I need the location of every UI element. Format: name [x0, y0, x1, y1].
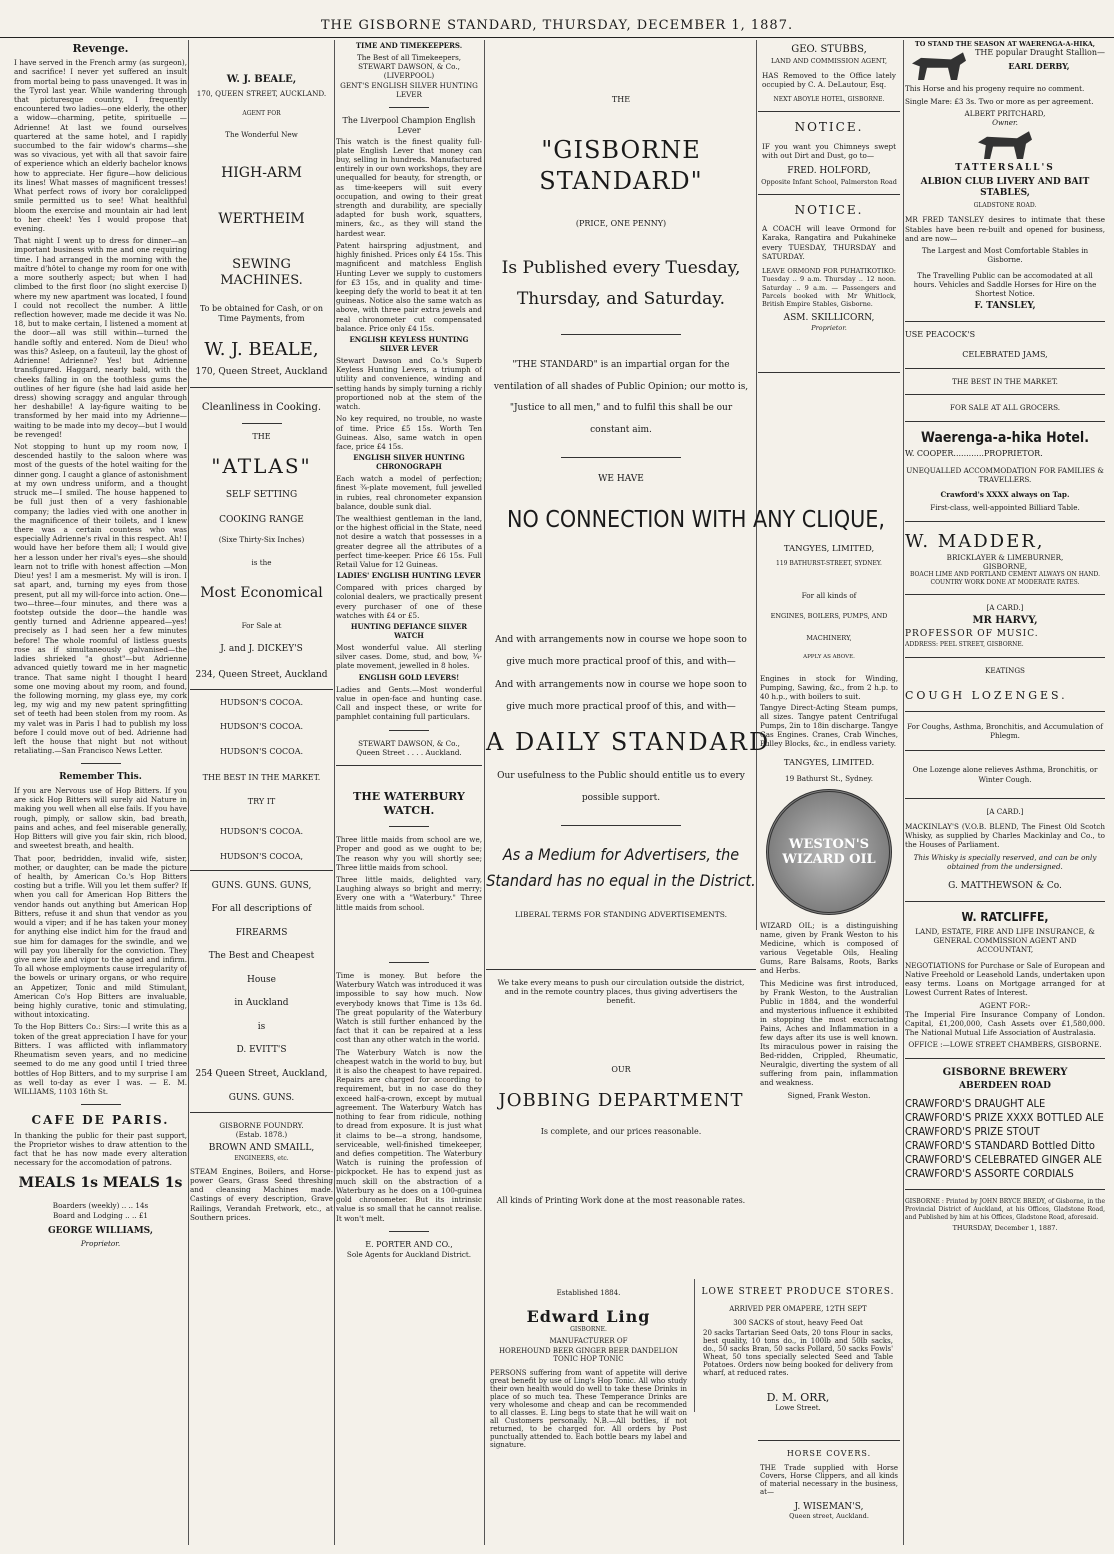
albert: ALBERT PRITCHARD,	[964, 108, 1046, 118]
cocoa-2: HUDSON'S COCOA.	[219, 722, 304, 732]
hotel-title: Waerenga-a-hika Hotel.	[920, 429, 1090, 446]
fred-holford: FRED. HOLFORD,	[787, 166, 871, 177]
lowe-street: Lowe Street.	[775, 1404, 821, 1412]
coach-times: LEAVE ORMOND FOR PUHATIKOTIKO: Tuesday .. 9 a.m. Thursday .. 12 noon. Saturday .. 9 a.m. — Passengers and Parcels booked with Mr Whitlock, British Empire Stables, Gisborne.	[762, 267, 896, 309]
cleanliness: Cleanliness in Cooking.	[201, 401, 322, 413]
agent-for: AGENT FOR	[242, 110, 281, 118]
madder-name: W. MADDER,	[905, 530, 1045, 552]
orr-name: D. M. ORR,	[766, 1391, 830, 1404]
ling-block	[486, 1285, 691, 1455]
column-rule	[188, 40, 189, 1545]
standard-title: "GISBORNE STANDARD"	[539, 136, 703, 195]
column-2	[190, 40, 333, 1545]
column-rule	[334, 40, 335, 1545]
jobbing-dept: JOBBING DEPARTMENT	[498, 1089, 744, 1111]
tangyes-list: Tangye Direct-Acting Steam pumps, all sizes. Tangye patent Centrifugal Pumps, 2in to 18in discharge. Tangye Gas Engines. Cranes, Crab Winches, Pulley Blocks, &c., in endless variety.	[760, 703, 898, 748]
queen-street: Queen Street . . . . Auckland.	[356, 747, 462, 757]
divider	[190, 1112, 333, 1113]
column-6	[905, 40, 1105, 1545]
board-lodging: Board and Lodging .. .. £1	[53, 1210, 148, 1220]
crawford-2: CRAWFORD'S PRIZE XXXX BOTTLED ALE	[905, 1110, 1104, 1124]
standard-price: (PRICE, ONE PENNY)	[575, 218, 667, 228]
firearms: FIREARMS	[235, 927, 288, 938]
chrono-cont: The wealthiest gentleman in the land, or the highest official in the State, need not desire a watch that possesses in a greater degree all the attributes of a perfect time-keeper. Price £6 15s. Full Retail Value for 12 Guineas.	[336, 513, 482, 570]
ratcliffe-name: W. RATCLIFFE,	[961, 909, 1049, 924]
engines-stock: Engines in stock for Winding, Pumping, Sawing, &c., from 2 h.p. to 40 h.p., with boilers to suit.	[760, 674, 898, 701]
cafe-title: CAFE DE PARIS.	[31, 1113, 170, 1128]
usefulness: Our usefulness to the Public should entitle us to every possible support.	[497, 771, 745, 803]
jobbing-kinds: All kinds of Printing Work done at the most reasonable rates.	[496, 1195, 746, 1205]
horse-image-2	[975, 131, 1035, 159]
gladstone-road: GLADSTONE ROAD.	[973, 201, 1037, 209]
wonderful-new: The Wonderful New	[225, 129, 298, 139]
beale-address: 170, QUEEN STREET, AUCKLAND.	[196, 88, 327, 98]
albert-owner: Owner.	[992, 117, 1018, 127]
revenge-title: Revenge.	[72, 42, 129, 55]
ladies-title: LADIES' ENGLISH HUNTING LEVER	[337, 571, 481, 581]
champion-lever: The Liverpool Champion English Lever	[342, 116, 476, 136]
divider	[190, 870, 333, 871]
whisky-text: MACKINLAY'S (V.O.B. BLEND, The Finest Old Scotch Whisky, as supplied by Charles Mackinlay and Co., to the Houses of Parliament.	[905, 822, 1105, 850]
cough-lozenges: COUGH LOZENGES.	[905, 688, 1068, 702]
chimney-text: IF you want you Chimneys swept with out Dirt and Dust, go to—	[762, 141, 896, 160]
we-have: WE HAVE	[598, 474, 644, 485]
high-arm: HIGH-ARM	[221, 164, 302, 181]
stewart-dawson-2: STEWART DAWSON, & Co.,	[358, 738, 460, 748]
self-setting: SELF SETTING	[225, 489, 298, 500]
crawford-5: CRAWFORD'S CELEBRATED GINGER ALE	[905, 1153, 1102, 1167]
keyless-title: ENGLISH KEYLESS HUNTING SILVER LEVER	[349, 335, 469, 354]
crawford-3: CRAWFORD'S PRIZE STOUT	[905, 1125, 1040, 1139]
try-it: TRY IT	[247, 797, 276, 807]
stand-season: TO STAND THE SEASON AT WAERENGA-A-HIKA,	[914, 40, 1096, 48]
foundry-estab: (Estab. 1878.)	[235, 1130, 288, 1140]
lowe-arrived: ARRIVED PER OMAPERE, 12TH SEPT	[729, 1305, 867, 1313]
lowe-list: 20 sacks Tartarian Seed Oats, 20 tons Flour in sacks, best quality, 10 tons do., in 100lb and 50lb sacks, do., 50 sacks Bran, 50 sacks Pollard, 50 sacks Fowls' Wheat, 50 tons specially selected Seed and Table Potatoes. Orders now being booked for delivery from wharf, at reduced rates.	[703, 1329, 893, 1377]
cafe-proprietor: GEORGE WILLIAMS,	[48, 1225, 153, 1236]
divider	[561, 825, 681, 826]
brown-smaill: BROWN AND SMAILL,	[208, 1143, 315, 1154]
most-economical: Most Economical	[200, 585, 323, 602]
engineers: ENGINEERS, etc.	[234, 1154, 289, 1162]
standard-organ: "THE STANDARD" is an impartial organ for the ventilation of all shades of Public Opinion; our motto is, "Justice to all men," and to fulfil this shall be our constant aim.	[493, 360, 749, 435]
divider	[905, 657, 1105, 658]
divider	[81, 1104, 121, 1105]
ling-manuf: MANUFACTURER OF	[549, 1337, 628, 1345]
cocoa-4: HUDSON'S COCOA.	[219, 827, 304, 837]
madder-gisborne: GISBORNE,	[982, 561, 1028, 571]
liberal-terms: LIBERAL TERMS FOR STANDING ADVERTISEMENTS.	[515, 909, 727, 919]
atlas-title: "ATLAS"	[211, 454, 312, 479]
daily-section	[486, 675, 771, 1205]
best-market-jams: THE BEST IN THE MARKET.	[952, 377, 1058, 387]
evitt-name: D. EVITT'S	[236, 1045, 287, 1056]
beale-name: W. J. BEALE,	[226, 74, 297, 85]
whisky-note: This Whisky is specially reserved, and can be only obtained from the undersigned.	[913, 852, 1097, 871]
foundry: GISBORNE FOUNDRY.	[219, 1121, 304, 1131]
divider	[758, 1440, 900, 1441]
wiseman-address: Queen street, Auckland.	[789, 1512, 869, 1520]
card-2: [A CARD.]	[986, 806, 1024, 816]
no-clique: NO CONNECTION WITH ANY CLIQUE,	[507, 506, 885, 533]
column-rule	[903, 40, 904, 1545]
ling-est: Established 1884.	[556, 1289, 621, 1297]
beale-address-2: 170, Queen Street, Auckland	[195, 367, 328, 378]
our: OUR	[611, 1064, 631, 1074]
dickey-name: J. and J. DICKEY'S	[220, 644, 303, 655]
lowe-block	[694, 1279, 901, 1412]
skillicorn-prop: Proprietor.	[811, 324, 847, 333]
jobbing-complete: Is complete, and our prices reasonable.	[540, 1126, 702, 1136]
notice-1: NOTICE.	[794, 120, 864, 135]
brewery-title: GISBORNE BREWERY	[942, 1066, 1068, 1078]
divider	[389, 1231, 429, 1232]
keatings: KEATINGS	[984, 665, 1025, 675]
earl-derby: EARL DERBY,	[1008, 60, 1070, 71]
divider	[389, 962, 429, 963]
divider	[190, 387, 333, 388]
circulation: We take every means to push our circulation outside the district, and in the remote country places, thus giving advertisers the benefit.	[497, 977, 745, 1005]
horse-covers-block	[758, 1432, 900, 1520]
revenge-story-cont: That night I went up to dress for dinner—an important business with me and one requiring time. I had arranged in the morning with the maître d'hôtel to change my room for one with a more southerly aspect; but when I had climbed to the first floor (no slight exercise I) where my new apartment was located, I found I could not recollect the number. A little reflection however, made me decide it was No. 18, but to make certain, I listened a moment at the door—all was still within—turned the handle softly and entered. Nom de Dieu! who was this? Asleep, on a fauteuil, lay the ghost of Adrienne! Adrienne? Yes! but Adrienne transfigured. Haggard, nearly bald, with the cheeks falling in on the toothless gums the outlines of her figure (she had laid aside her dress) showing scraggy and angular through her deshabille! A lay-figure waiting to be transformed by her maid into my Adrienne—waiting to be made into my decoy—but I would be revenged!	[14, 236, 187, 439]
ling-gisborne: GISBORNE.	[570, 1326, 607, 1333]
board-weekly: Boarders (weekly) .. .. 14s	[52, 1201, 149, 1211]
waterbury-title: THE WATERBURY WATCH.	[353, 789, 465, 818]
divider	[905, 1058, 1105, 1059]
largest-stables: The Largest and Most Comfortable Stables in Gisborne.	[921, 246, 1089, 265]
matthewson: G. MATTHEWSON & Co.	[948, 881, 1062, 892]
divider	[758, 194, 900, 195]
masthead: THE GISBORNE STANDARD, THURSDAY, DECEMBER 1, 1887.	[0, 18, 1114, 38]
defiance-title: HUNTING DEFIANCE SILVER WATCH	[350, 622, 468, 641]
waterbury-poem-2: Three little maids, delighted vary, Laughing always so bright and merry; Every one with a "Waterbury." Three little maids from school.	[336, 874, 482, 912]
guns-for-all: For all descriptions of	[211, 904, 312, 915]
wizard-text: WIZARD OIL; is a distinguishing name, given by Frank Weston to his Medicine, which is composed of various Vegetable Oils, Healing Gums, Rare Balsams, Roots, Barks and Herbs.	[760, 921, 898, 975]
range-size: (Sixe Thirty-Six Inches)	[218, 534, 305, 544]
divider	[905, 394, 1105, 395]
gold-levers: ENGLISH GOLD LEVERS!	[358, 672, 460, 682]
wiseman: J. WISEMAN'S,	[794, 1502, 864, 1512]
guns-2: GUNS. GUNS.	[228, 1092, 295, 1103]
column-1	[14, 40, 187, 1545]
harvy-name: MR HARVY,	[972, 614, 1038, 626]
cafe-proprietor-sub: Proprietor.	[80, 1239, 121, 1249]
use-peacocks: USE PEACOCK'S	[905, 329, 976, 339]
stubbs-block	[757, 40, 900, 381]
sewing-machines: SEWING MACHINES.	[220, 256, 303, 289]
tansley-text: MR FRED TANSLEY desires to intimate that these Stables have been re-built and opened for business, and are now—	[905, 215, 1105, 243]
divider	[336, 765, 482, 766]
imprint: GISBORNE : Printed by JOHN BRYCE BREDY, of Gisborne, in the Provincial District of Auckland, at his Offices, Gladstone Road, and Published by him at his Offices, Gladstone Road, aforesaid.	[905, 1198, 1105, 1221]
ratcliffe-text: NEGOTIATIONS for Purchase or Sale of European and Native Freehold or Leasehold Lands, undertaken upon easy terms. Loans on Mortgage arranged for at Lowest Current Rates of Interest.	[905, 960, 1105, 998]
hotel-cooper: W. COOPER............PROPRIETOR.	[905, 449, 1043, 459]
tangyes-2-address: 19 Bathurst St., Sydney.	[785, 774, 873, 783]
cooking-range: COOKING RANGE	[219, 515, 304, 526]
agencies: The Imperial Fire Insurance Company of London. Capital, £1,200,000, Cash Assets over £1,580,000. The National Mutual Life Association of Australasia.	[905, 1009, 1105, 1038]
bricklayer: BRICKLAYER & LIMEBURNER,	[946, 552, 1064, 562]
lowe-sacks: 300 SACKS of stout, heavy Feed Oat	[733, 1319, 863, 1327]
wizard-cont: This Medicine was first introduced, by Frank Weston, to the Australian Public in 1884, and the wonderful and mysterious influence it exhibited in stopping the most excruciating Pains, Aches and Inflammation in a few days after its use is well known. Its miraculous power in raising the Bed-ridden, Crippled, Rheumatic, Neuralgic, diverting the system of all suffering from pain, inflammation and weakness.	[760, 979, 898, 1087]
tansley-name: F. TANSLEY,	[974, 301, 1036, 312]
madder-text: BOACH LIME AND PORTLAND CEMENT ALWAYS ON HAND. COUNTRY WORK DONE AT MODERATE RATES.	[909, 571, 1101, 586]
skillicorn: ASM. SKILLICORN,	[783, 312, 875, 323]
divider	[905, 594, 1105, 595]
divider	[905, 901, 1105, 902]
imprint-date: THURSDAY, December 1, 1887.	[952, 1224, 1058, 1233]
chrono-title: ENGLISH SILVER HUNTING CHRONOGRAPH	[353, 453, 465, 472]
remember-title: Remember This.	[59, 772, 142, 783]
arrangements-text: And with arrangements now in course we hope soon to give much more practical proof of this, and with—	[495, 680, 747, 712]
notice-2: NOTICE.	[794, 202, 864, 217]
divider	[905, 711, 1105, 712]
albion-club: ALBION CLUB LIVERY AND BAIT STABLES,	[920, 176, 1090, 199]
divider	[905, 321, 1105, 322]
meals: MEALS 1s MEALS 1s	[18, 1175, 183, 1192]
cocoa-5: HUDSON'S COCOA,	[219, 851, 304, 861]
horse-covers-text: THE Trade supplied with Horse Covers, Horse Clippers, and all kinds of material necessary in the business, at—	[760, 1464, 898, 1496]
best-timekeepers: The Best of all Timekeepers,	[356, 52, 462, 62]
daily-standard: A DAILY STANDARD	[486, 728, 771, 757]
divider	[758, 111, 900, 112]
for-sale-at: For Sale at	[241, 620, 282, 630]
in-auckland: in Auckland	[234, 998, 289, 1009]
stewart-dawson: STEWART DAWSON, & Co.,	[358, 62, 460, 72]
keyless-cont: No key required, no trouble, no waste of time. Price £5 15s. Worth Ten Guineas. Also, same watch in open face, price £4 15s.	[336, 414, 482, 451]
apply-above: APPLY AS ABOVE.	[803, 654, 855, 660]
divider	[242, 423, 282, 424]
remember-letter: To the Hop Bitters Co.: Sirs:—I write this as a token of the great appreciation I have for your Bitters. I was afflicted with inflammatory Rheumatism seven years, and no medicine seemed to do me any good until I tried three bottles of Hop Bitters, and to my surprise I am as well to-day as ever I was. — E. M. WILLIAMS, 1103 16th St.	[14, 1022, 187, 1096]
ratcliffe-sub: LAND, ESTATE, FIRE AND LIFE INSURANCE, & GENERAL COMMISSION AGENT AND ACCOUNTANT,	[915, 926, 1095, 955]
lozenge-text: One Lozenge alone relieves Asthma, Bronchitis, or Winter Cough.	[912, 765, 1098, 784]
defiance-text: Most wonderful value. All sterling silver cases. Dome, stud, and bow, ¾-plate movement, jewelled in 8 holes.	[336, 643, 482, 671]
column-rule	[484, 40, 485, 1545]
wizard-oil-image: WESTON'S WIZARD OIL	[766, 789, 892, 915]
best-cheapest: The Best and Cheapest	[208, 951, 315, 962]
crawford-4: CRAWFORD'S STANDARD Bottled Ditto	[905, 1139, 1095, 1153]
divider	[486, 969, 756, 970]
crawford-1: CRAWFORD'S DRAUGHT ALE	[905, 1096, 1046, 1110]
cocoa-1: HUDSON'S COCOA.	[219, 698, 304, 708]
arrangements: And with arrangements now in course we hope soon to give much more practical proof of this, and with—	[495, 635, 747, 667]
machinery: MACHINERY,	[806, 634, 852, 642]
gents-lever: GENT'S ENGLISH SILVER HUNTING LEVER	[340, 80, 478, 99]
column-3	[336, 40, 482, 1545]
divider	[561, 334, 681, 335]
guns: GUNS. GUNS. GUNS,	[211, 880, 312, 891]
jams: CELEBRATED JAMS,	[962, 349, 1048, 359]
wizard-signed: Signed, Frank Weston.	[787, 1091, 871, 1100]
evitt-address: 254 Queen Street, Auckland,	[195, 1069, 328, 1079]
divider	[389, 826, 429, 827]
porter-name: E. PORTER AND CO.,	[365, 1239, 453, 1249]
remember-text: If you are Nervous use of Hop Bitters. If you are sick Hop Bitters will surely aid Nature in making you well when all else fails. If you have rough, pimply, or sallow skin, bad breath, pains and aches, and feel miserable generally, Hop Bitters will give you fair skin, rich blood, and sweetest breath, and health.	[14, 786, 187, 851]
standard-published: Is Published every Tuesday, Thursday, and Saturday.	[501, 257, 741, 309]
gold-text: Ladies and Gents.—Most wonderful value in open-face and hunting case. Call and inspect these, or write for pamphlet containing full particulars.	[336, 684, 482, 722]
divider	[561, 457, 681, 458]
card-1: [A CARD.]	[986, 603, 1024, 613]
horse-covers: HORSE COVERS.	[786, 1449, 872, 1458]
beale-name-2: W. J. BEALE,	[204, 339, 319, 361]
liverpool: (LIVERPOOL)	[383, 71, 435, 81]
time-keepers: TIME AND TIMEKEEPERS.	[355, 41, 463, 50]
tangyes-block	[758, 540, 900, 1100]
stubbs-name: GEO. STUBBS,	[791, 44, 867, 55]
ling-text: PERSONS suffering from want of appetite will derive great benefit by use of Ling's Hop Tonic. All who study their own health would do well to take these Drinks in place of so much tea. These Temperance Drinks are very wholesome and cheap and can be recommended to all classes. E. Ling begs to state that he will wait on all Customers personally. N.B.—All bottles, if not returned, to be charged for. All orders by Post punctually attended to. Each bottle bears my label and signature.	[490, 1369, 687, 1449]
divider	[389, 730, 429, 731]
ratcliffe-office: OFFICE :—LOWE STREET CHAMBERS, GISBORNE.	[908, 1040, 1102, 1050]
keyless-text: Stewart Dawson and Co.'s Superb Keyless Hunting Levers, a triumph of utility and convenience, winding and setting hands by simply turning a richly proportioned nob at the stem of the watch.	[336, 356, 482, 412]
ling-name: Edward Ling	[526, 1307, 651, 1326]
tangyes: TANGYES, LIMITED,	[783, 544, 875, 554]
is: is	[257, 1021, 266, 1032]
sole-agents: Sole Agents for Auckland District.	[346, 1250, 472, 1259]
divider	[389, 107, 429, 108]
stubbs-land: LAND AND COMMISSION AGENT,	[770, 56, 888, 65]
divider	[905, 798, 1105, 799]
waterbury-text: Time is money. But before the Waterbury Watch was introduced it was impossible to say how much. Now everybody knows that Time is 13s 6d. The great popularity of the Waterbury Watch is still further enhanced by the fact that it can be repaired at a less cost than any other watch in the world.	[336, 970, 482, 1045]
remember-text-cont: That poor, bedridden, invalid wife, sister, mother, or daughter, can be made the picture of health, by American Co.'s Hop Bitters costing but a trifle. Will you let them suffer? If when you call for American Hop Bitters the vendor hands out anything but American Hop Bitters, refuse it and shun that vendor as you would a viper; and if he has taken your money for anything else indict him for the fraud and sue him for damages for the swindle, and we will pay you liberally for the conviction. They give new life and vigor to the aged and infirm. To all whose employments cause irregularity of the bowels or urinary organs, or who require an Appetizer, Tonic and mild Stimulant, American Co's Hop Bitters are invaluable, being highly curative, tonic and stimulating, without intoxicating.	[14, 853, 187, 1020]
wertheim: WERTHEIM	[218, 210, 305, 227]
ling-beers: HOREHOUND BEER GINGER BEER DANDELION TONIC HOP TONIC	[498, 1347, 679, 1363]
chrono-text: Each watch a model of perfection; finest ¾-plate movement, full jewelled in rubies, real chronometer expansion balance, double sunk dial.	[336, 474, 482, 511]
waterbury-poem: Three little maids from school are we, Proper and good as we ought to be; The reason why you will shortly see; Three little maids from school.	[336, 835, 482, 872]
lever-text-cont: Patent hairspring adjustment, and highly finished. Prices only £4 15s. This magnificent and matchless English Hunting Lever we supply to customers for £3 15s, and in quality and time-keeping defy the world to beat it at ten guineas. Notice also the same watch as above, with three pair extra jewels and real chronometer cut compensated balance. Price only £4 15s.	[336, 240, 482, 333]
stubbs-next: NEXT ABOYLE HOTEL, GISBORNE.	[773, 95, 885, 103]
cocoa-3: HUDSON'S COCOA.	[219, 746, 304, 756]
harvy-address: ADDRESS: PEEL STREET, GISBORNE.	[905, 640, 1024, 648]
travelling-public: The Travelling Public can be accomodated at all hours. Vehicles and Saddle Horses for Hire on the Shortest Notice.	[913, 270, 1097, 298]
obtained: To be obtained for Cash, or on Time Payments, from	[199, 303, 324, 324]
divider	[190, 689, 333, 690]
divider	[81, 763, 121, 764]
is-the: is the	[251, 557, 272, 567]
medium-advertisers: As a Medium for Advertisers, the Standard has no equal in the District.	[486, 845, 756, 890]
hotel-unequalled: UNEQUALLED ACCOMMODATION FOR FAMILIES & TRAVELLERS.	[906, 465, 1104, 484]
for-all-kinds: For all kinds of	[801, 591, 857, 600]
lever-text: This watch is the finest quality full-plate English Lever that money can buy, selling in hundreds. Manufactured entirely in our own workshops, they are unequalled for beauty, for strength, or as time-keepers will suit every occupation, and owing to their great strength and durability, are specially adapted for bush work, squatters, miners, &c., as they will stand the hardest wear.	[336, 136, 482, 238]
professor-music: PROFESSOR OF MUSIC.	[905, 629, 1039, 640]
tangyes-2: TANGYES, LIMITED.	[783, 758, 875, 768]
engines: ENGINES, BOILERS, PUMPS, AND	[770, 612, 888, 620]
coach-text: A COACH will leave Ormond for Karaka, Rangatira and Pukahineke every TUESDAY, THURSDAY and SATURDAY.	[762, 224, 896, 261]
divider	[758, 372, 900, 373]
stubbs-removed: HAS Removed to the Office lately occupied by C. A. DeLautour, Esq.	[762, 71, 896, 90]
divider	[905, 750, 1105, 751]
progeny: This Horse and his progeny require no comment.	[905, 84, 1085, 94]
hotel-xxxx: Crawford's XXXX always on Tap.	[940, 490, 1070, 500]
terms: Single Mare: £3 3s. Two or more as per agreement.	[905, 96, 1094, 106]
hotel-billiard: First-class, well-appointed Billiard Table.	[930, 503, 1080, 513]
tattersalls: TATTERSALL'S	[955, 163, 1055, 174]
best-in-market: THE BEST IN THE MARKET.	[202, 772, 321, 782]
waterbury-cont: The Waterbury Watch is now the cheapest watch in the world to buy, but it is also the cheapest to have repaired. Repairs are charged for according to requirement, but in no case do they exceed half-a-crown, except by mutual agreement. The Waterbury Watch has nothing to fear from ridicule, nothing to dread from exposure. It is just what it claims to be—a strong, handsome, serviceable, well-finished timekeeper, and defies competition. The Waterbury Watch is ruining the profession of pickpocket. He has to expend just as much skill on the abstraction of a Waterbury as he does on a 100-guinea gold chronometer. But its intrinsic value is so small that he cannot realise. It won't melt.	[336, 1047, 482, 1223]
atlas-the: THE	[252, 431, 271, 441]
revenge-story: I have served in the French army (as surgeon), and sacrifice! I never yet suffered an insult from mortal being to pass unavenged. It was in the Tyrol last year. While wandering through that picturesque country, I frequently encountered two ladies—one elderly, the other a widow—charming, petite, spirituelle — Adrienne! At last we found ourselves quartered at the same hotel, and I rapidly succumbed to the fair widow's charms—she was so vivacious, yet with all that savoir faire of experience which an elderly bachelor knows how to appreciate. Her figure—how delicious its lines! What masses of magnificent tresses! What perfect rows of ivory bor coralclipped smile permitted us to see! What healthful bloom the exercise and mountain air had lent to her cheek! Yes I would propose that evening.	[14, 58, 187, 234]
for-coughs: For Coughs, Asthma, Bronchitis, and Accumulation of Phlegm.	[907, 721, 1103, 741]
steam-text: STEAM Engines, Boilers, and Horse-power Gears, Grass Seed threshing and cleansing Machines made. Castings of every description, Grave Railings, Verandah Fretwork, etc., at Southern prices.	[190, 1166, 333, 1222]
lowe-title: LOWE STREET PRODUCE STORES.	[701, 1287, 895, 1297]
agent-for-label: AGENT FOR:-	[979, 1000, 1031, 1010]
dickey-address: 234, Queen Street, Auckland	[195, 669, 328, 680]
ladies-text: Compared with prices charged by colonial dealers, we practically present every purchaser of one of these watches with £4 or £5.	[336, 583, 482, 620]
aberdeen-road: ABERDEEN ROAD	[959, 1081, 1051, 1092]
divider	[905, 521, 1105, 522]
divider	[905, 421, 1105, 422]
revenge-story-cont2: Not stopping to hunt up my room now, I descended hastily to the saloon where was most of the guests of the hotel waiting for the dinner gong. I caught a glance of astonishment at my own undress uniform, and a thought struck me—I smiled. The house happened to be full just then of a very fashionable company; the ladies vied with one another in the magnificence of their toilets, and I knew there was a certain countess who was especially Adrienne's rival in this respect. Ah! I would have her before them all; I would give her a lesson under her rival's eyes—she should learn not to trifle with honest affection —Mon Dieu! yes! I am a mesmerist. My will is iron. I sat apart, and, turning my eyes from those present, put all my will-force into action. One—two—three—four minutes, and there was a footstep outside the door—the handle was gently turned and Adrienne appeared—yes! precisely as I had seen her a few minutes before! The whole roomful of listless guests rose as if simultaneously galvanised—the ladies shrieked "a ghost"—but Adrienne advanced quietly toward me in her magnetic trance. That same night I thought I heard some one moving about my room, and found, the following morning, my glass eye, my cork leg, my wig and my new patent springfitting set of teeth had been stolen from my room. As my valet was in Paris I had to publish my loss before I could move out of bed. Adrienne had left the house that night but not without retaliating.—San Francisco News Letter.	[14, 442, 187, 756]
crawford-6: CRAWFORD'S ASSORTE CORDIALS	[905, 1167, 1074, 1181]
divider	[905, 368, 1105, 369]
standard-the: THE	[611, 95, 631, 104]
house: House	[246, 974, 276, 985]
tangyes-address: 119 BATHURST-STREET, SYDNEY.	[776, 560, 882, 567]
all-grocers: FOR SALE AT ALL GROCERS.	[949, 403, 1061, 413]
cafe-text: In thanking the public for their past support, the Proprietor wishes to draw attention to the fact that he has now made every alteration necessary for the accomodation of patrons.	[14, 1130, 187, 1168]
fred-address: Opposite Infant School, Palmerston Road	[761, 177, 897, 186]
stallion: THE popular Draught Stallion—	[975, 48, 1105, 58]
divider	[905, 1189, 1105, 1190]
